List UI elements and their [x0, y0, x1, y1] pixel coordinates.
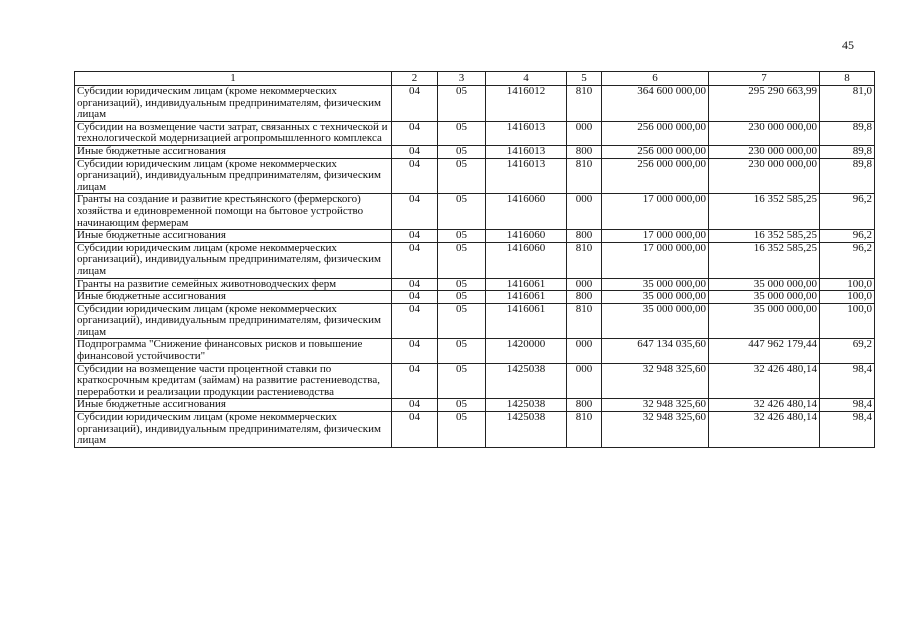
row-description: Субсидии юридическим лицам (кроме некоммерческих организаций), индивидуальным предпринимателям, физическим лицам [75, 412, 392, 448]
section-code: 04 [392, 363, 438, 399]
table-row [75, 121, 875, 145]
target-article-code: 1416013 [486, 121, 567, 145]
table-row [75, 145, 875, 158]
table-row [75, 303, 875, 339]
column-header: 2 [392, 72, 438, 86]
subsection-code: 05 [438, 158, 486, 194]
execution-percent: 89,8 [820, 121, 875, 145]
expense-type-code: 810 [567, 242, 602, 278]
executed-amount: 32 426 480,14 [709, 399, 820, 412]
column-header: 7 [709, 72, 820, 86]
row-description: Гранты на развитие семейных животноводческих ферм [75, 278, 392, 291]
planned-amount: 32 948 325,60 [602, 412, 709, 448]
column-header: 4 [486, 72, 567, 86]
executed-amount: 16 352 585,25 [709, 194, 820, 230]
row-description: Субсидии юридическим лицам (кроме некоммерческих организаций), индивидуальным предпринимателям, физическим лицам [75, 242, 392, 278]
expense-type-code: 000 [567, 363, 602, 399]
target-article-code: 1416061 [486, 291, 567, 304]
row-description: Подпрограмма "Снижение финансовых рисков и повышение финансовой устойчивости" [75, 339, 392, 363]
execution-percent: 100,0 [820, 291, 875, 304]
row-description: Субсидии на возмещение части процентной ставки по краткосрочным кредитам (займам) на развитие растениеводства, переработки и реализации продукции растениеводства [75, 363, 392, 399]
table-row [75, 194, 875, 230]
column-header: 8 [820, 72, 875, 86]
subsection-code: 05 [438, 278, 486, 291]
expense-type-code: 810 [567, 412, 602, 448]
section-code: 04 [392, 412, 438, 448]
executed-amount: 16 352 585,25 [709, 230, 820, 243]
planned-amount: 17 000 000,00 [602, 194, 709, 230]
subsection-code: 05 [438, 121, 486, 145]
executed-amount: 32 426 480,14 [709, 363, 820, 399]
row-description: Гранты на создание и развитие крестьянского (фермерского) хозяйства и единовременной помощи на бытовое устройство начинающим фермерам [75, 194, 392, 230]
executed-amount: 35 000 000,00 [709, 291, 820, 304]
expense-type-code: 800 [567, 230, 602, 243]
table-row [75, 399, 875, 412]
section-code: 04 [392, 145, 438, 158]
target-article-code: 1416061 [486, 303, 567, 339]
column-header: 3 [438, 72, 486, 86]
expense-type-code: 800 [567, 145, 602, 158]
executed-amount: 32 426 480,14 [709, 412, 820, 448]
execution-percent: 96,2 [820, 242, 875, 278]
row-description: Иные бюджетные ассигнования [75, 145, 392, 158]
planned-amount: 256 000 000,00 [602, 158, 709, 194]
row-description: Субсидии юридическим лицам (кроме некоммерческих организаций), индивидуальным предпринимателям, физическим лицам [75, 158, 392, 194]
table-row [75, 339, 875, 363]
table-row [75, 230, 875, 243]
planned-amount: 17 000 000,00 [602, 242, 709, 278]
target-article-code: 1416013 [486, 158, 567, 194]
execution-percent: 98,4 [820, 412, 875, 448]
table-row [75, 363, 875, 399]
execution-percent: 69,2 [820, 339, 875, 363]
target-article-code: 1416061 [486, 278, 567, 291]
section-code: 04 [392, 399, 438, 412]
target-article-code: 1425038 [486, 363, 567, 399]
table-row [75, 412, 875, 448]
expense-type-code: 800 [567, 399, 602, 412]
section-code: 04 [392, 303, 438, 339]
executed-amount: 35 000 000,00 [709, 303, 820, 339]
section-code: 04 [392, 121, 438, 145]
section-code: 04 [392, 339, 438, 363]
section-code: 04 [392, 158, 438, 194]
subsection-code: 05 [438, 412, 486, 448]
expense-type-code: 000 [567, 339, 602, 363]
column-header: 6 [602, 72, 709, 86]
row-description: Иные бюджетные ассигнования [75, 230, 392, 243]
subsection-code: 05 [438, 194, 486, 230]
section-code: 04 [392, 86, 438, 122]
target-article-code: 1420000 [486, 339, 567, 363]
execution-percent: 98,4 [820, 399, 875, 412]
expense-type-code: 000 [567, 121, 602, 145]
section-code: 04 [392, 230, 438, 243]
target-article-code: 1416060 [486, 242, 567, 278]
section-code: 04 [392, 242, 438, 278]
planned-amount: 647 134 035,60 [602, 339, 709, 363]
execution-percent: 81,0 [820, 86, 875, 122]
expense-type-code: 810 [567, 303, 602, 339]
row-description: Субсидии юридическим лицам (кроме некоммерческих организаций), индивидуальным предпринимателям, физическим лицам [75, 303, 392, 339]
budget-table [74, 71, 875, 448]
executed-amount: 35 000 000,00 [709, 278, 820, 291]
planned-amount: 364 600 000,00 [602, 86, 709, 122]
planned-amount: 32 948 325,60 [602, 399, 709, 412]
subsection-code: 05 [438, 145, 486, 158]
target-article-code: 1416012 [486, 86, 567, 122]
column-header: 1 [75, 72, 392, 86]
subsection-code: 05 [438, 291, 486, 304]
target-article-code: 1416013 [486, 145, 567, 158]
planned-amount: 35 000 000,00 [602, 278, 709, 291]
expense-type-code: 000 [567, 278, 602, 291]
execution-percent: 100,0 [820, 303, 875, 339]
section-code: 04 [392, 291, 438, 304]
column-header: 5 [567, 72, 602, 86]
execution-percent: 89,8 [820, 158, 875, 194]
planned-amount: 32 948 325,60 [602, 363, 709, 399]
planned-amount: 256 000 000,00 [602, 145, 709, 158]
subsection-code: 05 [438, 230, 486, 243]
expense-type-code: 800 [567, 291, 602, 304]
subsection-code: 05 [438, 339, 486, 363]
table-row [75, 291, 875, 304]
executed-amount: 447 962 179,44 [709, 339, 820, 363]
table-row [75, 278, 875, 291]
planned-amount: 35 000 000,00 [602, 303, 709, 339]
section-code: 04 [392, 278, 438, 291]
page-number: 45 [842, 38, 854, 52]
executed-amount: 230 000 000,00 [709, 145, 820, 158]
execution-percent: 96,2 [820, 230, 875, 243]
subsection-code: 05 [438, 86, 486, 122]
expense-type-code: 000 [567, 194, 602, 230]
section-code: 04 [392, 194, 438, 230]
row-description: Иные бюджетные ассигнования [75, 291, 392, 304]
executed-amount: 230 000 000,00 [709, 158, 820, 194]
execution-percent: 100,0 [820, 278, 875, 291]
execution-percent: 89,8 [820, 145, 875, 158]
planned-amount: 256 000 000,00 [602, 121, 709, 145]
table-row [75, 158, 875, 194]
table-row [75, 86, 875, 122]
subsection-code: 05 [438, 303, 486, 339]
expense-type-code: 810 [567, 86, 602, 122]
executed-amount: 230 000 000,00 [709, 121, 820, 145]
target-article-code: 1425038 [486, 399, 567, 412]
executed-amount: 16 352 585,25 [709, 242, 820, 278]
executed-amount: 295 290 663,99 [709, 86, 820, 122]
execution-percent: 98,4 [820, 363, 875, 399]
subsection-code: 05 [438, 363, 486, 399]
planned-amount: 35 000 000,00 [602, 291, 709, 304]
row-description: Субсидии юридическим лицам (кроме некоммерческих организаций), индивидуальным предпринимателям, физическим лицам [75, 86, 392, 122]
target-article-code: 1416060 [486, 230, 567, 243]
expense-type-code: 810 [567, 158, 602, 194]
table-row [75, 242, 875, 278]
execution-percent: 96,2 [820, 194, 875, 230]
target-article-code: 1416060 [486, 194, 567, 230]
subsection-code: 05 [438, 242, 486, 278]
row-description: Субсидии на возмещение части затрат, связанных с технической и технологической модернизацией агропромышленного комплекса [75, 121, 392, 145]
target-article-code: 1425038 [486, 412, 567, 448]
planned-amount: 17 000 000,00 [602, 230, 709, 243]
row-description: Иные бюджетные ассигнования [75, 399, 392, 412]
table-header-row [75, 72, 875, 86]
subsection-code: 05 [438, 399, 486, 412]
